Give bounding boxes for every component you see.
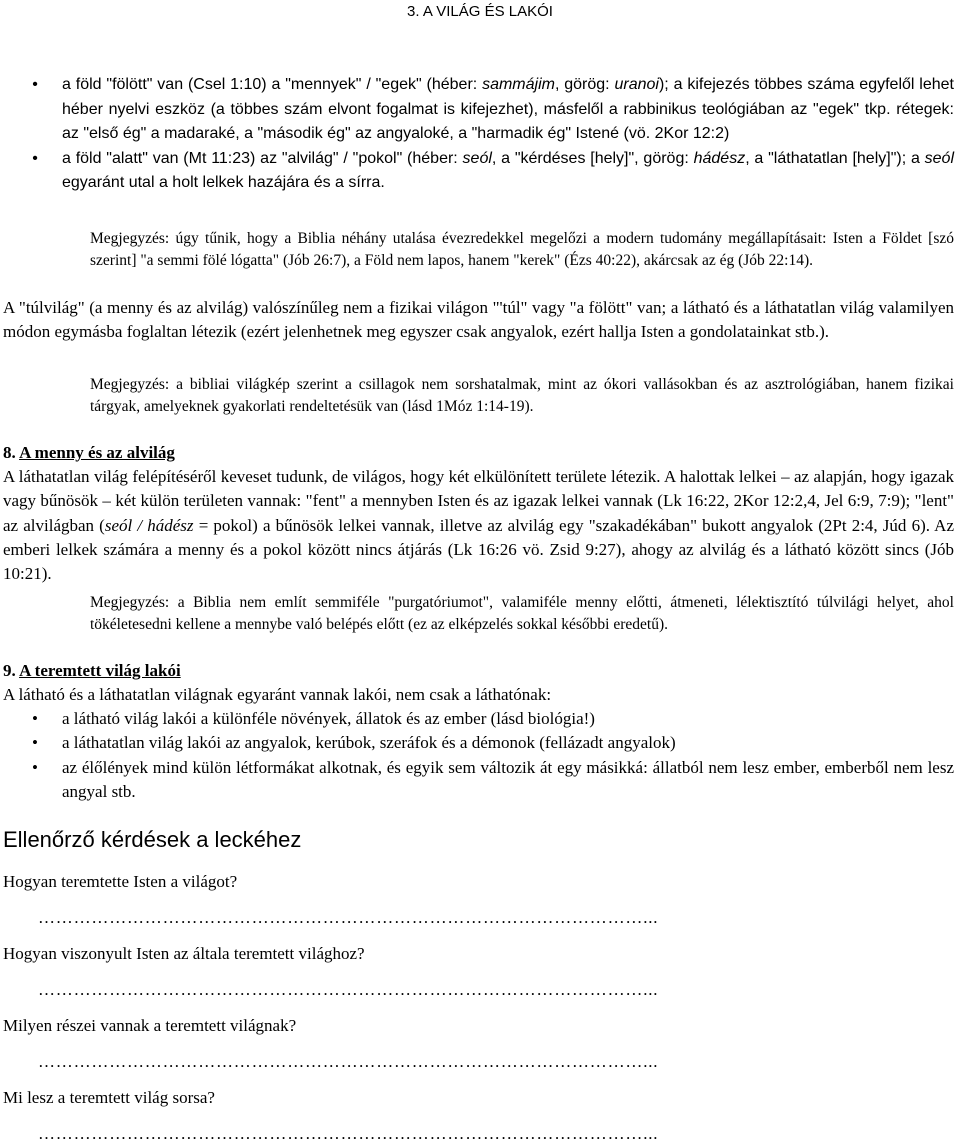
review-questions-title: Ellenőrző kérdések a leckéhez	[3, 827, 302, 852]
page-header: 3. A VILÁG ÉS LAKÓI	[407, 3, 553, 20]
section-heading-8: 8. A menny és az alvilág	[3, 443, 175, 462]
list-item: • az élőlények mind külön létformákat alkotnak, és egyik sem változik át egy másikká: állatból nem lesz ember, emberből nem lesz angyal stb.	[0, 756, 960, 805]
world-location-list	[0, 73, 960, 196]
paragraph-heaven-underworld: A láthatatlan világ felépítéséről keveset tudunk, de világos, hogy két elkülönített területe létezik. A halottak lelkei – az alapján, hogy igazak vagy bűnösök – két külön területen vannak: "fent" a mennyben Isten és az igazak lelkei vannak (Lk 16:22, 2Kor 12:2,4, Jel 6:9, 7:9); "lent" az alvilágban (seól / hádész = pokol) a bűnösök lelkei vannak, illetve az alvilág egy "szakadékában" bukott angyalok (2Pt 2:4, Júd 6). Az emberi lelkek számára a menny és a pokol között nincs átjárás (Lk 16:26 vö. Zsid 9:27), ahogy az alvilág és a látható között sincs (Jób 10:21).	[3, 467, 955, 584]
inhabitants-list	[0, 707, 960, 804]
note-stars: Megjegyzés: a bibliai világkép szerint a csillagok nem sorshatalmak, mint az ókori vallásokban és az asztrológiában, hanem fizikai tárgyak, amelyeknek gyakorlati rendeltetésük van (lásd 1Móz 1:14-19).	[90, 376, 954, 415]
bullet-icon: •	[32, 757, 38, 777]
answer-line-4: …………………………………………………………………………………………...	[38, 1124, 659, 1143]
question-1: Hogyan teremtette Isten a világot?	[3, 872, 238, 891]
answer-line-3: …………………………………………………………………………………………...	[38, 1052, 659, 1071]
bullet-icon: •	[32, 76, 38, 93]
list-item-heavens: • a föld "fölött" van (Csel 1:10) a "mennyek" / "egek" (héber: sammájim, görög: uranoi); a kifejezés többes száma egyfelől lehet héber nyelvi eszköz (a többes szám elvont fogalmat is kifejezhet), másfelől a rabbinikus teológiában az "egek" tkp. rétegek: az "első ég" a madaraké, a "második ég" az angyaloké, a "harmadik ég" Istené (vö. 2Kor 12:2)	[0, 73, 960, 147]
question-3: Milyen részei vannak a teremtett világnak?	[3, 1016, 297, 1035]
section-heading-9: 9. A teremtett világ lakói	[3, 661, 181, 680]
bullet-icon: •	[32, 733, 38, 753]
bullet-icon: •	[32, 709, 38, 728]
list-item-underworld: • a föld "alatt" van (Mt 11:23) az "alvilág" / "pokol" (héber: seól, a "kérdéses [hely]", görög: hádész, a "láthatatlan [hely]"); a seól egyaránt utal a holt lelkek hazájára és a sírra.	[0, 147, 960, 196]
list-item: • a látható világ lakói a különféle növények, állatok és az ember (lásd biológia!)	[0, 707, 960, 731]
question-2: Hogyan viszonyult Isten az általa teremtett világhoz?	[3, 944, 365, 963]
answer-line-1: …………………………………………………………………………………………...	[38, 908, 659, 927]
answer-line-2: …………………………………………………………………………………………...	[38, 980, 659, 999]
paragraph-afterlife: A "túlvilág" (a menny és az alvilág) valószínűleg nem a fizikai világon "'túl" vagy "a fölött" van; a látható és a láthatatlan világ valamilyen módon egymásba foglaltan létezik (ezért jelenhetnek meg egyszer csak angyalok, ezért hallja Isten a gondolatainkat stb.).	[3, 298, 954, 342]
question-4: Mi lesz a teremtett világ sorsa?	[3, 1088, 215, 1107]
list-item: • a láthatatlan világ lakói az angyalok, kerúbok, szeráfok és a démonok (fellázadt angyalok)	[0, 731, 960, 755]
note-purgatory: Megjegyzés: a Biblia nem említ semmiféle "purgatóriumot", valamiféle menny előtti, átmeneti, lélektisztító túlvilági helyet, ahol tökéletesedni kellene a mennybe való belépés előtt (ez az elképzelés sokkal későbbi eredetű).	[90, 594, 954, 633]
paragraph-inhabitants-intro: A látható és a láthatatlan világnak egyaránt vannak lakói, nem csak a láthatónak:	[3, 685, 552, 704]
note-science: Megjegyzés: úgy tűnik, hogy a Biblia néhány utalása évezredekkel megelőzi a modern tudomány megállapításait: Isten a Földet [szó szerint] "a semmi fölé lógatta" (Jób 26:7), a Föld nem lapos, hanem "kerek" (Ézs 40:22), akárcsak az ég (Jób 22:14).	[90, 230, 954, 269]
bullet-icon: •	[32, 149, 38, 167]
